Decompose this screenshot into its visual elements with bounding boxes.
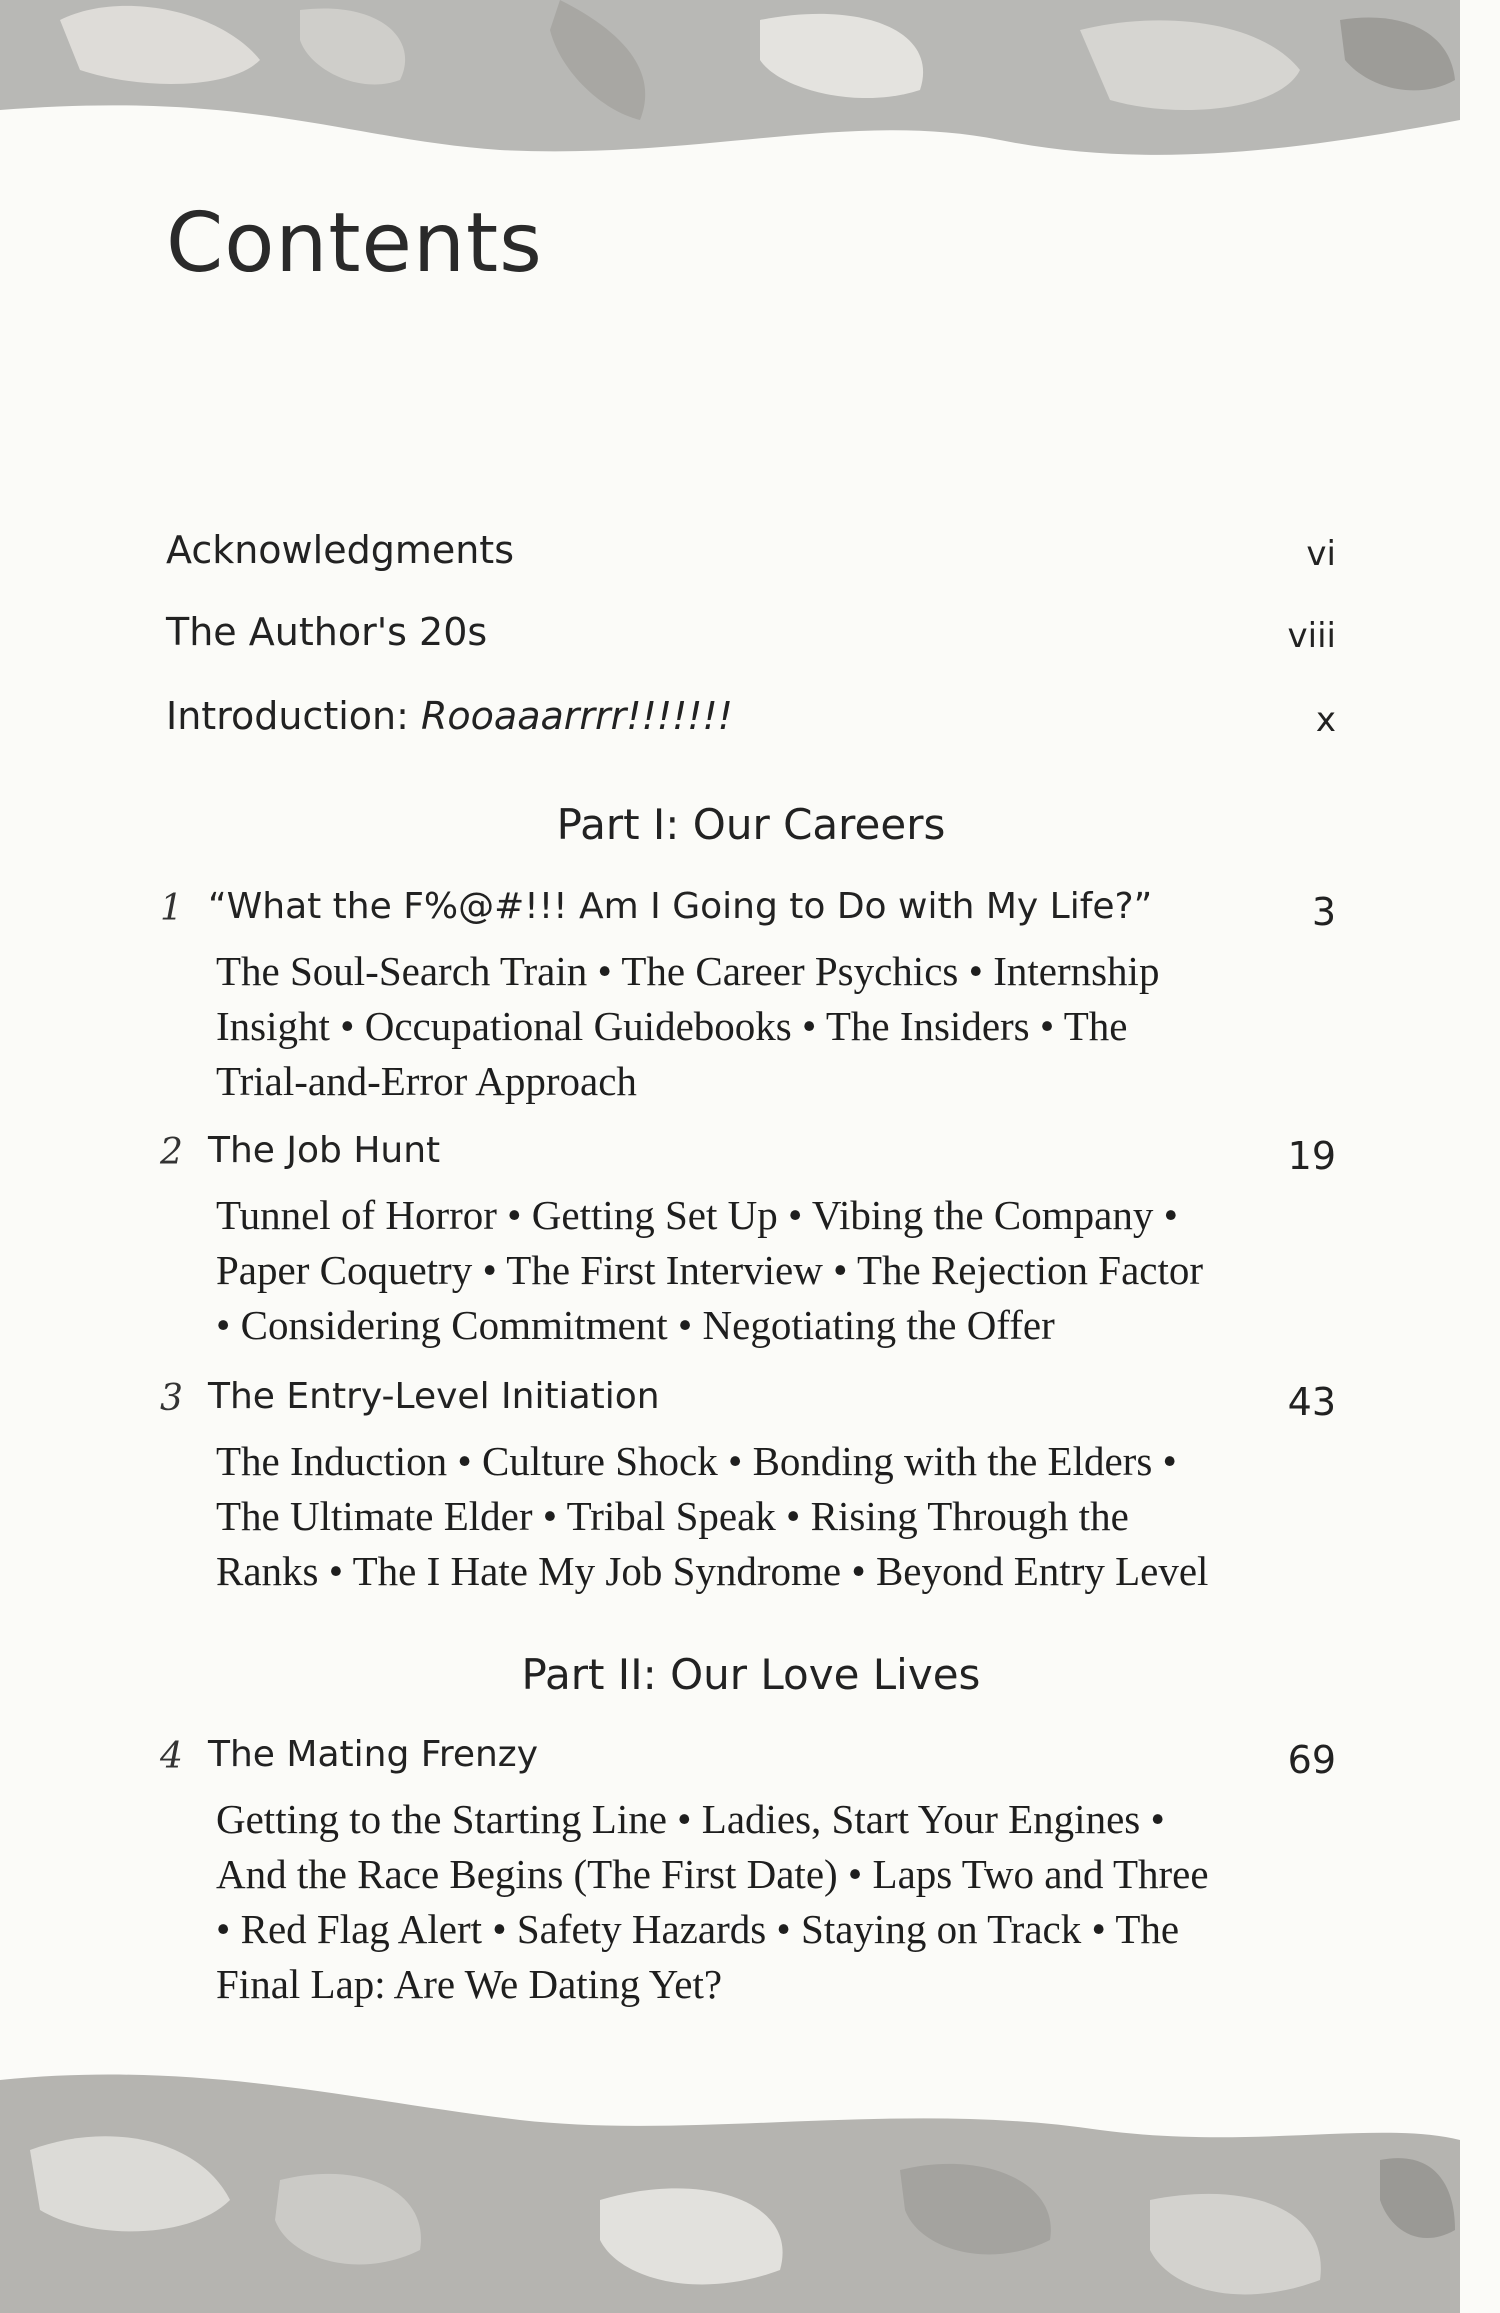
subtopic-line: • Considering Commitment • Negotiating the Offer — [216, 1302, 1055, 1348]
subtopic-line: The Induction • Culture Shock • Bonding with the Elders • — [216, 1438, 1177, 1484]
entry-page: vi — [1306, 534, 1336, 574]
entry-label-italic: Rooaaarrrr!!!!!!! — [421, 694, 733, 738]
entry-page: x — [1315, 700, 1336, 740]
subtopic-line: Trial-and-Error Approach — [216, 1058, 637, 1104]
chapter-number: 1 — [160, 888, 183, 929]
chapter-title: The Mating Frenzy — [208, 1734, 539, 1775]
subtopic-line: Final Lap: Are We Dating Yet? — [216, 1961, 723, 2007]
chapter-title: The Entry-Level Initiation — [208, 1376, 660, 1417]
subtopic-line: Paper Coquetry • The First Interview • The Rejection Factor — [216, 1247, 1204, 1293]
subtopic-line: Ranks • The I Hate My Job Syndrome • Beyond Entry Level — [216, 1548, 1209, 1594]
toc-entry-authors-20s — [166, 610, 1336, 670]
chapter-number: 2 — [160, 1132, 183, 1173]
chapter-subtopics — [216, 1188, 1296, 1353]
chapter-number: 3 — [160, 1378, 183, 1419]
bottom-decorative-banner — [0, 2060, 1500, 2313]
subtopic-line: The Ultimate Elder • Tribal Speak • Rising Through the — [216, 1493, 1129, 1539]
chapter-page: 3 — [1311, 890, 1336, 934]
chapter-page: 19 — [1287, 1134, 1336, 1178]
entry-label-prefix: Introduction: — [166, 694, 421, 738]
subtopic-line: Tunnel of Horror • Getting Set Up • Vibing the Company • — [216, 1192, 1178, 1238]
chapter-subtopics — [216, 944, 1296, 1109]
entry-label: The Author's 20s — [166, 610, 488, 654]
chapter-title: “What the F%@#!!! Am I Going to Do with My Life?” — [208, 886, 1153, 927]
chapter-title: The Job Hunt — [208, 1130, 441, 1171]
subtopic-line: The Soul-Search Train • The Career Psychics • Internship — [216, 948, 1160, 994]
toc-entry-introduction — [166, 694, 1336, 754]
part-heading-2: Part II: Our Love Lives — [521, 1650, 981, 1699]
chapter-page: 43 — [1287, 1380, 1336, 1424]
subtopic-line: Getting to the Starting Line • Ladies, Start Your Engines • — [216, 1796, 1165, 1842]
entry-label — [166, 694, 733, 738]
chapter-subtopics — [216, 1434, 1296, 1599]
toc-entry-acknowledgments — [166, 528, 1336, 588]
top-decorative-banner — [0, 0, 1500, 200]
subtopic-line: Insight • Occupational Guidebooks • The Insiders • The — [216, 1003, 1128, 1049]
subtopic-line: • Red Flag Alert • Safety Hazards • Staying on Track • The — [216, 1906, 1180, 1952]
chapter-subtopics — [216, 1792, 1296, 2012]
chapter-number: 4 — [160, 1736, 183, 1777]
entry-page: viii — [1287, 616, 1336, 656]
page-title: Contents — [166, 196, 543, 291]
entry-label: Acknowledgments — [166, 528, 514, 572]
part-heading-1: Part I: Our Careers — [556, 800, 946, 849]
chapter-page: 69 — [1287, 1738, 1336, 1782]
subtopic-line: And the Race Begins (The First Date) • Laps Two and Three — [216, 1851, 1209, 1897]
